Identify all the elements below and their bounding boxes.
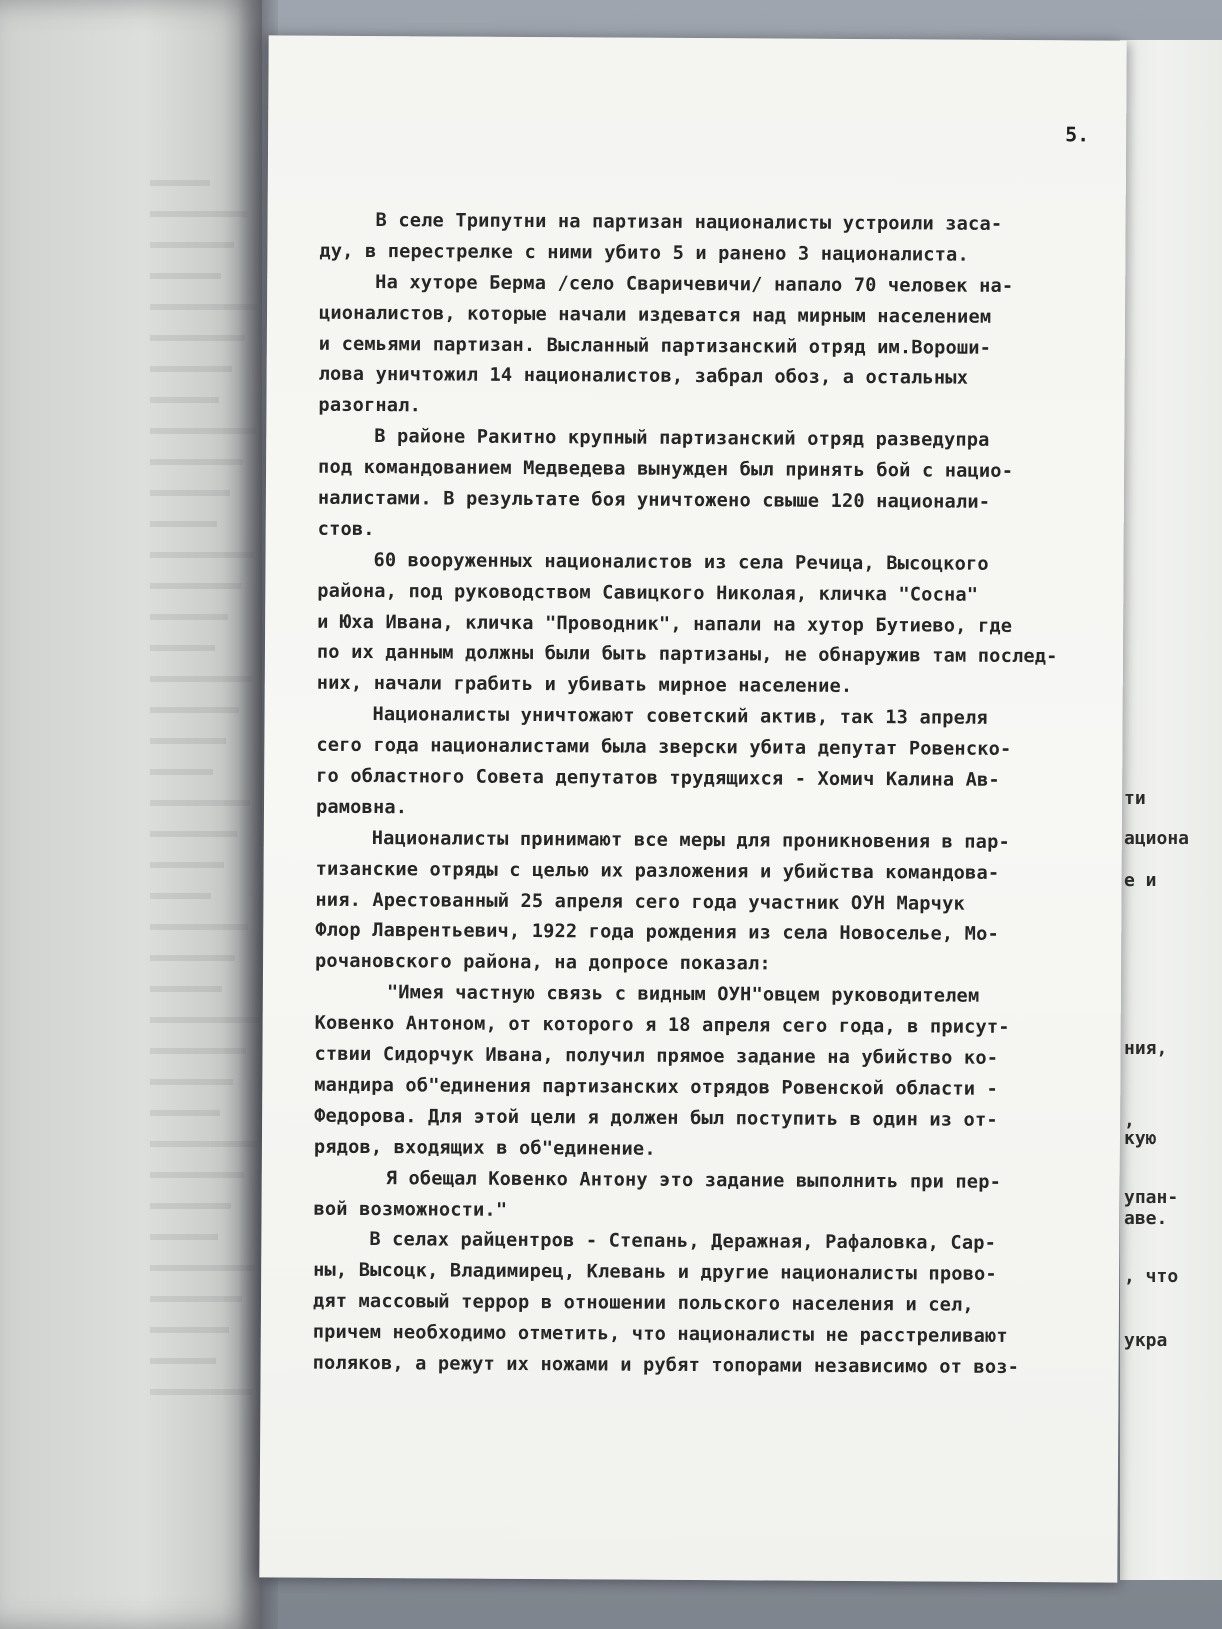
show-through-line bbox=[150, 986, 222, 992]
left-facing-page bbox=[0, 0, 262, 1629]
text-line: вой возможности." bbox=[313, 1198, 508, 1221]
show-through-line bbox=[150, 645, 215, 651]
edge-fragment: е и bbox=[1124, 870, 1157, 891]
text-line: налистами. В результате боя уничтожено свыше 120 национали- bbox=[317, 487, 991, 513]
show-through-line bbox=[150, 397, 219, 403]
show-through-line bbox=[150, 676, 252, 682]
text-line: ны, Высоцк, Владимирец, Клевань и другие националисты прово- bbox=[313, 1259, 997, 1286]
page-number: 5. bbox=[1065, 122, 1090, 147]
show-through-line bbox=[150, 1327, 229, 1333]
show-through-line bbox=[150, 1234, 218, 1240]
text-line: В районе Ракитно крупный партизанский отряд разведупра bbox=[374, 426, 990, 452]
show-through-line bbox=[150, 459, 243, 465]
show-through-line bbox=[150, 1079, 233, 1085]
text-line: 60 вооруженных националистов из села Речица, Высоцкого bbox=[373, 549, 989, 575]
text-line: рочановского района, на допросе показал: bbox=[314, 951, 771, 975]
show-through-line bbox=[150, 583, 241, 589]
edge-fragment: , bbox=[1124, 1110, 1135, 1131]
show-through-line bbox=[150, 924, 248, 930]
document-body bbox=[313, 206, 1110, 1385]
text-line: мандира об"единения партизанских отрядов Ровенской области - bbox=[314, 1074, 999, 1100]
show-through-line bbox=[150, 211, 247, 217]
show-through-line bbox=[150, 1048, 246, 1054]
show-through-line bbox=[150, 800, 250, 806]
text-line: ду, в перестрелке с ними убито 5 и ранено 3 националиста. bbox=[319, 240, 969, 266]
text-line: "Имея частную связь с видным ОУН"овцем руководителем bbox=[386, 982, 980, 1008]
edge-fragment: упан- bbox=[1124, 1187, 1179, 1208]
text-line: и семьями партизан. Высланный партизанский отряд им.Вороши- bbox=[318, 333, 992, 359]
text-line: Я обещал Ковенко Антону это задание выполнить при пер- bbox=[385, 1167, 1002, 1193]
text-line: под командованием Медведева вынужден был принять бой с нацио- bbox=[318, 456, 1014, 483]
show-through-line bbox=[150, 862, 224, 868]
show-through-line bbox=[150, 738, 226, 744]
text-line: по их данным должны были быть партизаны, не обнаружив там послед- bbox=[316, 642, 1058, 668]
show-through-line bbox=[150, 707, 239, 713]
text-line: тизанские отряды с целью их разложения и убийства командова- bbox=[315, 858, 1000, 884]
text-line: сего года националистами была зверски убита депутат Ровенско- bbox=[316, 734, 1012, 761]
text-line: ния. Арестованный 25 апреля сего года участник ОУН Марчук bbox=[315, 889, 965, 915]
edge-fragment: аве. bbox=[1124, 1208, 1168, 1229]
text-line: Ковенко Антоном, от которого я 18 апреля сего года, в присут- bbox=[314, 1012, 1010, 1039]
text-line: поляков, а режут их ножами и рубят топорами независимо от воз- bbox=[312, 1352, 1020, 1378]
text-line: Флор Лаврентьевич, 1922 года рождения из села Новоселье, Мо- bbox=[315, 920, 999, 946]
show-through-line bbox=[150, 273, 221, 279]
text-line: стов. bbox=[317, 518, 375, 540]
text-line: Федорова. Для этой цели я должен был поступить в один из от- bbox=[314, 1105, 998, 1131]
show-through-line bbox=[150, 366, 232, 372]
text-line: го областного Совета депутатов трудящихся - Хомич Калина Ав- bbox=[316, 765, 1000, 791]
text-line: рядов, входящих в об"единение. bbox=[313, 1136, 656, 1160]
edge-fragment: ния, bbox=[1124, 1038, 1168, 1059]
edge-fragment: ациона bbox=[1124, 828, 1190, 849]
edge-fragment: , что bbox=[1124, 1266, 1179, 1287]
show-through-line bbox=[150, 1172, 244, 1178]
show-through-line bbox=[150, 521, 217, 527]
edge-fragment: кую bbox=[1124, 1128, 1157, 1149]
text-line: ционалистов, которые начали издеватся над мирным населением bbox=[318, 302, 992, 328]
show-through-line bbox=[150, 893, 211, 899]
text-line: и Юха Ивана, кличка "Проводник", напали на хутор Бутиево, где bbox=[317, 611, 1013, 637]
show-through-line bbox=[150, 769, 213, 775]
text-line: Националисты уничтожают советский актив, так 13 апреля bbox=[372, 704, 988, 730]
text-line: рамовна. bbox=[315, 796, 408, 819]
text-line: Националисты принимают все меры для проникновения в пар- bbox=[371, 827, 1010, 853]
show-through-line bbox=[150, 1203, 231, 1209]
text-line: района, под руководством Савицкого Николая, кличка "Сосна" bbox=[317, 580, 979, 606]
text-line: В селах райцентров - Степань, Деражная, Рафаловка, Сар- bbox=[369, 1229, 997, 1255]
show-through-line bbox=[150, 180, 210, 186]
underlying-pages-edge bbox=[1120, 40, 1222, 1580]
text-line: В селе Трипутни на партизан националисты устроили заса- bbox=[375, 210, 1003, 235]
text-line: дят массовый террор в отношении польского населения и сел, bbox=[312, 1290, 974, 1316]
edge-fragment: ти bbox=[1124, 788, 1146, 809]
text-line: них, начали грабить и убивать мирное население. bbox=[316, 673, 853, 698]
text-line: причем необходимо отметить, что националисты не расстреливают bbox=[312, 1321, 1008, 1347]
text-line: разогнал. bbox=[318, 395, 422, 417]
show-through-line bbox=[150, 335, 245, 341]
show-through-line bbox=[150, 614, 228, 620]
text-line: лова уничтожил 14 националистов, забрал обоз, а остальных bbox=[318, 364, 969, 390]
show-through-line bbox=[150, 1358, 216, 1364]
show-through-line bbox=[150, 242, 234, 248]
text-line: ствии Сидорчук Ивана, получил прямое задание на убийство ко- bbox=[314, 1043, 999, 1069]
edge-fragment: укра bbox=[1124, 1330, 1168, 1351]
text-line: На хуторе Берма /село Сваричевичи/ напало 70 человек на- bbox=[375, 271, 1014, 297]
typed-document-page bbox=[259, 35, 1126, 1582]
show-through-line bbox=[150, 831, 237, 837]
show-through-line bbox=[150, 1110, 220, 1116]
show-through-line bbox=[150, 1296, 242, 1302]
show-through-line bbox=[150, 955, 235, 961]
show-through-line bbox=[150, 490, 230, 496]
